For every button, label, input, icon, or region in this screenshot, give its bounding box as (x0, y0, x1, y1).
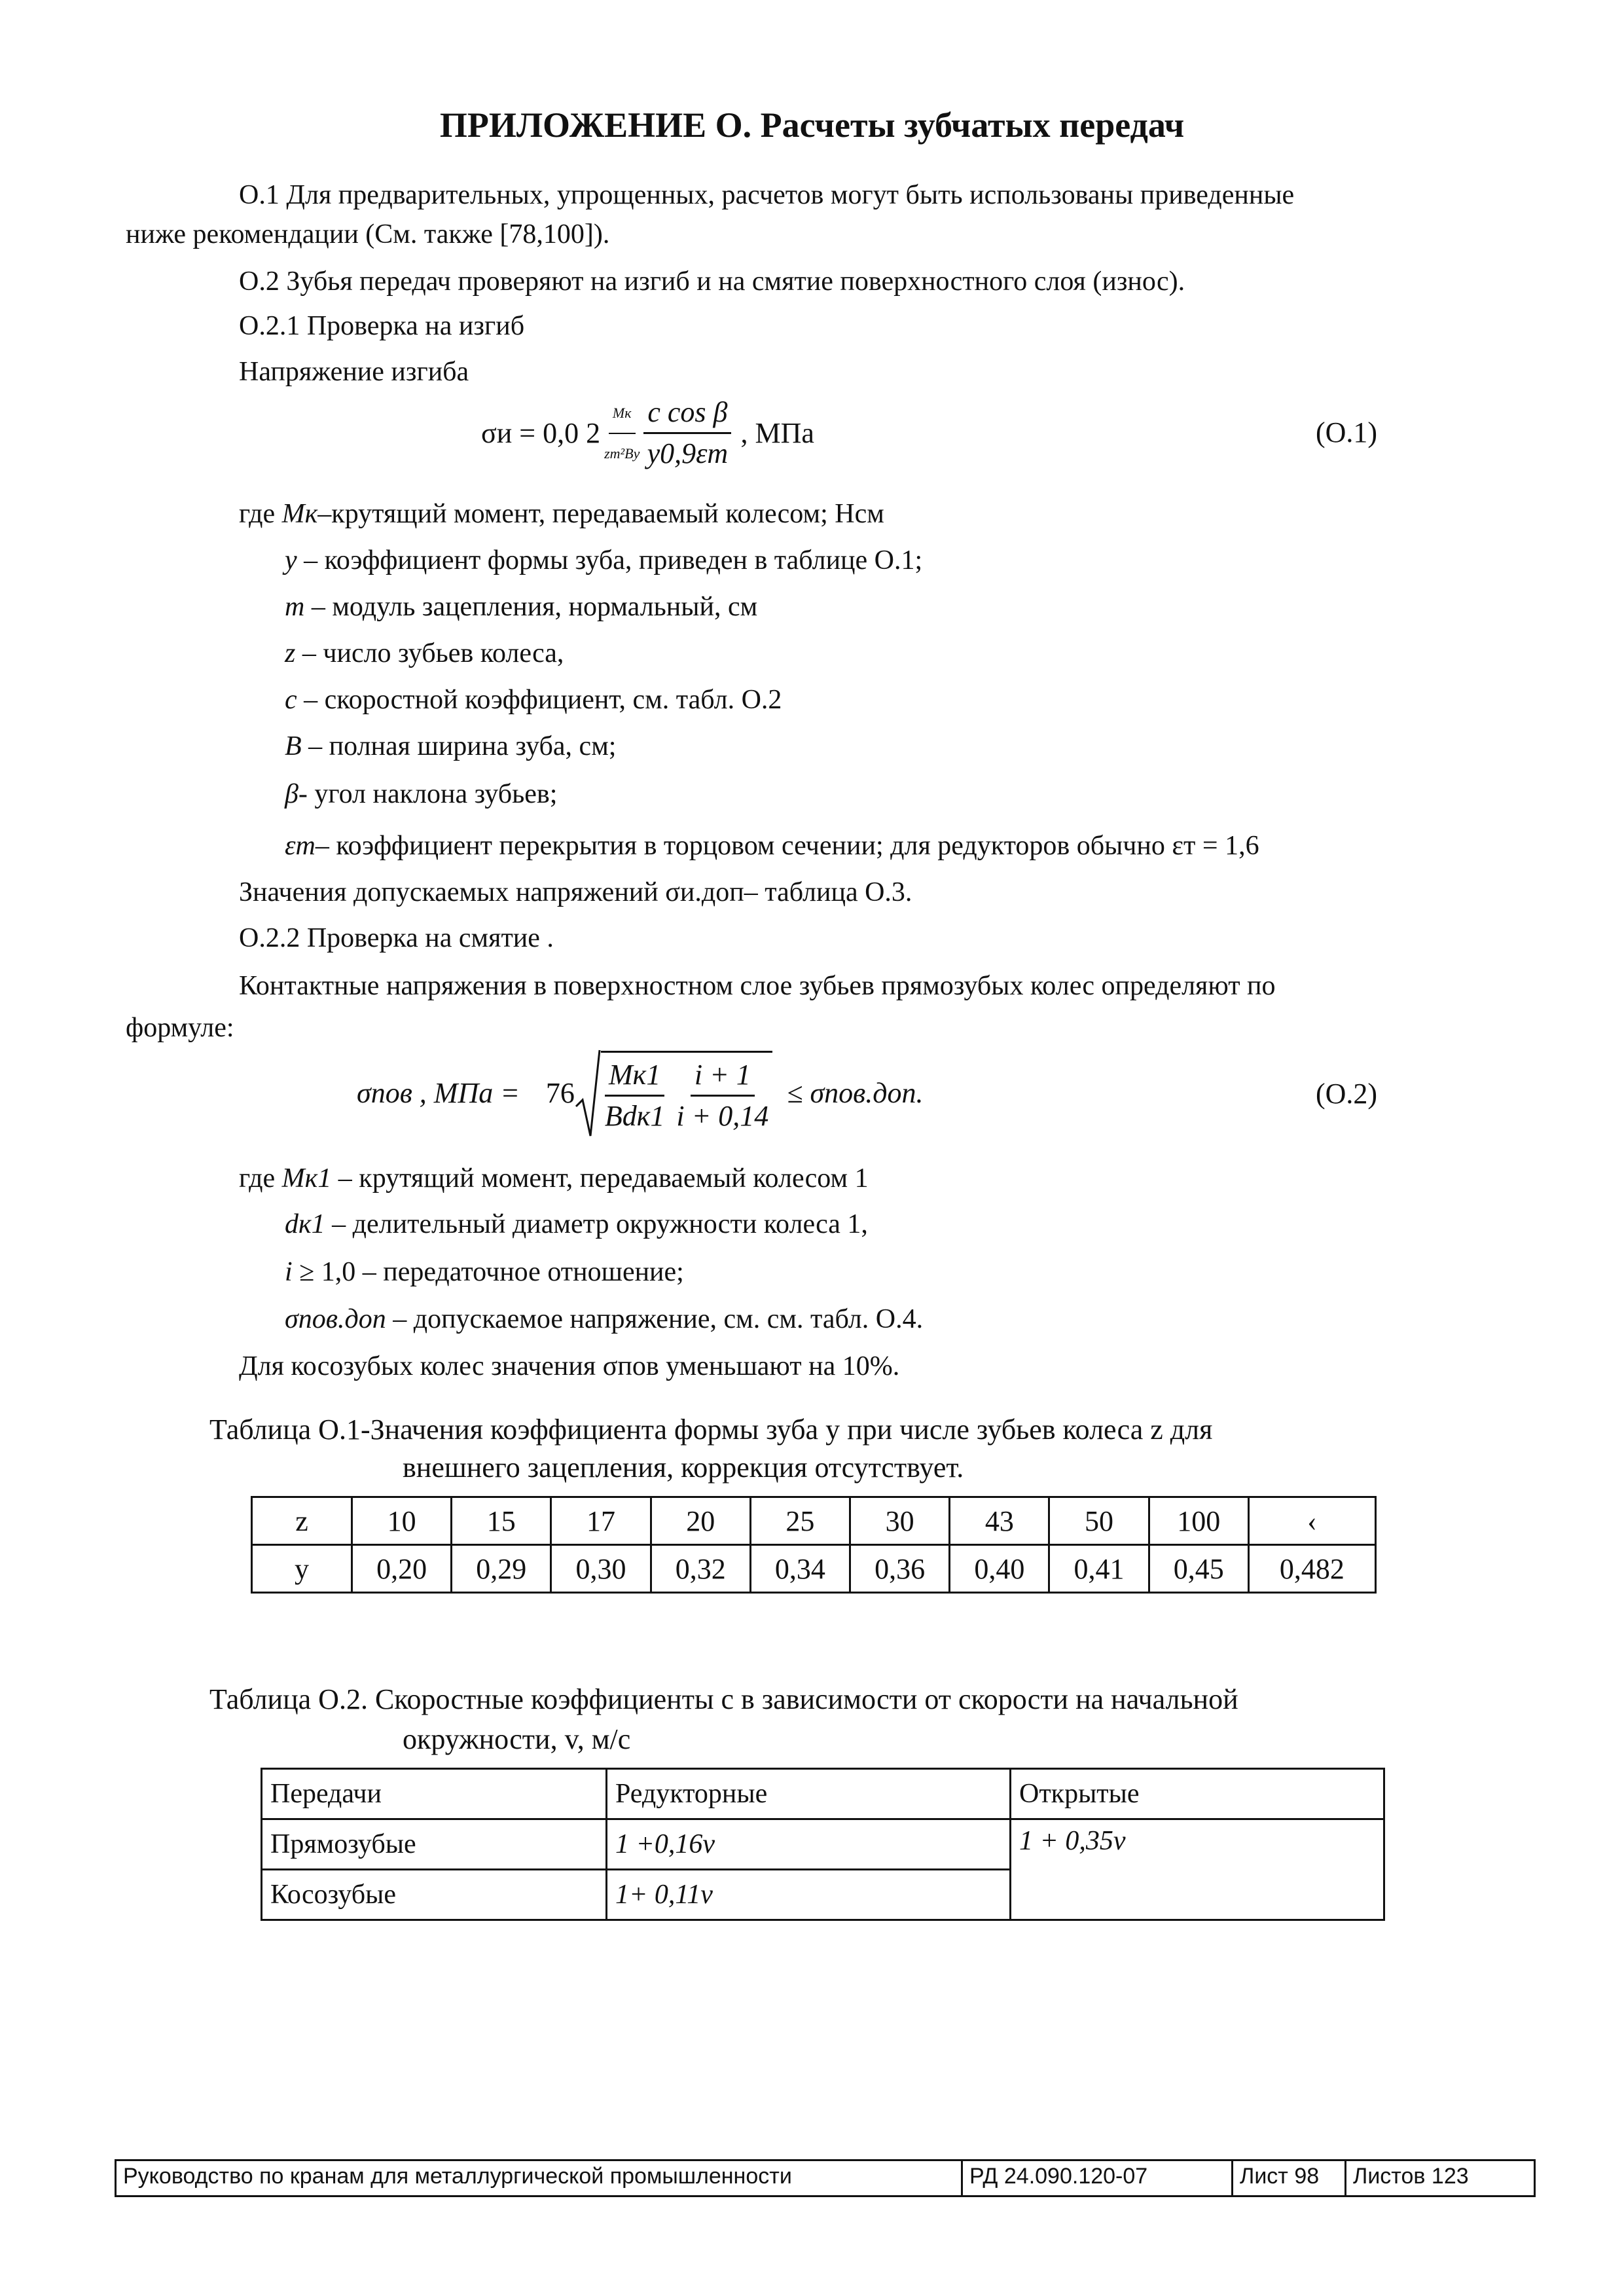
formula-o2-num1: Mк1 (605, 1055, 664, 1097)
helical-line: Для косозубых колес значения σпов уменьшают на 10%. (239, 1351, 900, 1381)
where2-item-sigma: σпов.доп – допускаемое напряжение, см. см. табл. О.4. (285, 1304, 924, 1334)
table1-cell: 0,32 (651, 1545, 750, 1593)
symbol: y (285, 545, 297, 575)
formula-o1 (481, 393, 814, 473)
symbol: εт (285, 831, 316, 861)
table2-cell: Косозубые (262, 1870, 607, 1920)
where-item-mk: где Mк–крутящий момент, передаваемый колесом; Нсм (239, 499, 884, 529)
symbol: B (285, 731, 302, 761)
heading-o21: О.2.1 Проверка на изгиб (239, 311, 525, 341)
formula-o2-den2: i + 0,14 (676, 1100, 769, 1132)
where-item-beta: β- угол наклона зубьев; (285, 779, 558, 809)
formula-o2-frac2 (676, 1055, 768, 1136)
table1-cell: 0,40 (950, 1545, 1049, 1593)
formula-o2-rhs: ≤ σпов.доп. (787, 1077, 924, 1109)
table1-cell: 17 (551, 1497, 651, 1545)
symbol: σпов.доп (285, 1304, 386, 1334)
table1-caption-line1: Таблица О.1-Значения коэффициента формы зуба y при числе зубьев колеса z для (209, 1413, 1213, 1446)
formula-o1-unit: , МПа (740, 416, 814, 449)
table2-header-cell: Редукторные (607, 1769, 1011, 1819)
symbol: β (285, 779, 298, 809)
table-o2 (261, 1768, 1385, 1921)
formula-o2-sqrt (575, 1048, 772, 1139)
table1-cell: 25 (750, 1497, 850, 1545)
table1-cell: y (252, 1545, 352, 1593)
heading-o22: О.2.2 Проверка на смятие . (239, 923, 554, 953)
table1-cell: 0,482 (1248, 1545, 1375, 1593)
table2-header-cell: Передачи (262, 1769, 607, 1819)
formula-o1-main-fraction (643, 393, 731, 473)
table1-cell: 30 (850, 1497, 950, 1545)
symbol: c (285, 685, 297, 715)
page-title: ПРИЛОЖЕНИЕ О. Расчеты зубчатых передач (439, 105, 1185, 145)
where2-item-dk1: dк1 – делительный диаметр окружности колеса 1, (285, 1209, 868, 1239)
formula-o1-num: c cos β (643, 393, 731, 434)
table1-cell: 0,41 (1049, 1545, 1149, 1593)
table2-row (262, 1819, 1384, 1870)
paragraph-o1-line2: ниже рекомендации (См. также [78,100]). (126, 219, 610, 249)
table-o1 (251, 1496, 1377, 1594)
table2-cell: Прямозубые (262, 1819, 607, 1870)
table1-cell: 0,30 (551, 1545, 651, 1593)
paragraph-o1-line1: О.1 Для предварительных, упрощенных, расчетов могут быть использованы приведенные (239, 180, 1295, 210)
formula-o2-frac1 (605, 1055, 664, 1136)
symbol: dк1 (285, 1209, 325, 1239)
formula-o1-lhs: σи = 0,0 2 (481, 416, 601, 449)
formula-o2-num2: i + 1 (691, 1055, 755, 1097)
table1-cell: 0,29 (452, 1545, 551, 1593)
formula-o1-small-fraction (604, 393, 640, 473)
table2-cell: 1+ 0,11v (607, 1870, 1011, 1920)
table1-cell: 15 (452, 1497, 551, 1545)
symbol: m (285, 592, 305, 622)
footer-doc-title: Руководство по кранам для металлургической промышленности (117, 2161, 963, 2195)
table2-header-cell: Открытые (1011, 1769, 1384, 1819)
where2-item-mk1: где Mк1 – крутящий момент, передаваемый колесом 1 (239, 1163, 869, 1194)
table2-caption-line2: окружности, v, м/с (403, 1723, 631, 1755)
table1-caption-line2: внешнего зацепления, коррекция отсутствует. (403, 1451, 964, 1484)
footer-sheets: Листов 123 (1353, 2164, 1469, 2189)
where2-item-i: i ≥ 1,0 – передаточное отношение; (285, 1257, 684, 1287)
symbol: Mк1 (281, 1163, 332, 1194)
table1-cell: 0,36 (850, 1545, 950, 1593)
sqrt-sign-icon (575, 1048, 601, 1139)
table1-cell: ‹ (1248, 1497, 1375, 1545)
symbol: Mк (281, 499, 318, 529)
table1-cell: 43 (950, 1497, 1049, 1545)
contact-line2: формуле: (126, 1013, 234, 1043)
formula-o2-radicand (601, 1051, 772, 1136)
table1-cell: 0,45 (1149, 1545, 1248, 1593)
table1-cell: z (252, 1497, 352, 1545)
table1-cell: 0,20 (352, 1545, 452, 1593)
table2-cell: 1 +0,16v (607, 1819, 1011, 1870)
contact-line1: Контактные напряжения в поверхностном слое зубьев прямозубых колес определяют по (239, 971, 1276, 1001)
where-item-z: z – число зубьев колеса, (285, 638, 564, 668)
table1-cell: 10 (352, 1497, 452, 1545)
formula-o1-den: y0,9εт (647, 437, 729, 469)
label-bending-stress: Напряжение изгиба (239, 357, 469, 387)
where-item-m: m – модуль зацепления, нормальный, см (285, 592, 758, 622)
table2-cell: 1 + 0,35v (1011, 1819, 1384, 1920)
table1-cell: 100 (1149, 1497, 1248, 1545)
formula-o2-coef: 76 (545, 1077, 575, 1109)
footer-stamp (115, 2159, 1536, 2197)
symbol: z (285, 638, 296, 668)
table1-row-z (252, 1497, 1376, 1545)
table1-cell: 0,34 (750, 1545, 850, 1593)
equation-number-o2: (O.2) (1316, 1078, 1378, 1110)
table2-caption-line1: Таблица О.2. Скоростные коэффициенты с в зависимости от скорости на начальной (209, 1683, 1238, 1715)
table1-cell: 50 (1049, 1497, 1149, 1545)
formula-o1-small-den: zm²By (604, 445, 640, 462)
table1-row-y (252, 1545, 1376, 1593)
equation-number-o1: (O.1) (1316, 416, 1378, 448)
paragraph-o2: О.2 Зубья передач проверяют на изгиб и на смятие поверхностного слоя (износ). (239, 266, 1185, 297)
table2-header-row (262, 1769, 1384, 1819)
formula-o2 (357, 1048, 924, 1139)
allowed-stress-line: Значения допускаемых напряжений σи.доп– таблица О.3. (239, 877, 912, 907)
where-item-c: c – скоростной коэффициент, см. табл. О.2 (285, 685, 782, 715)
footer-doc-code: РД 24.090.120-07 (963, 2161, 1233, 2195)
footer-sheet: Лист 98 (1233, 2161, 1346, 2195)
where-item-y: y – коэффициент формы зуба, приведен в таблице О.1; (285, 545, 923, 575)
formula-o2-lhs: σпов , МПа = (357, 1077, 520, 1109)
where-item-b: B – полная ширина зуба, см; (285, 731, 617, 761)
formula-o1-small-num: Mк (609, 393, 636, 434)
formula-o2-den1: Bdк1 (604, 1100, 665, 1132)
symbol: i (285, 1257, 293, 1287)
where-item-epsilon: εт– коэффициент перекрытия в торцовом сечении; для редукторов обычно εт = 1,6 (285, 831, 1259, 861)
table1-cell: 20 (651, 1497, 750, 1545)
